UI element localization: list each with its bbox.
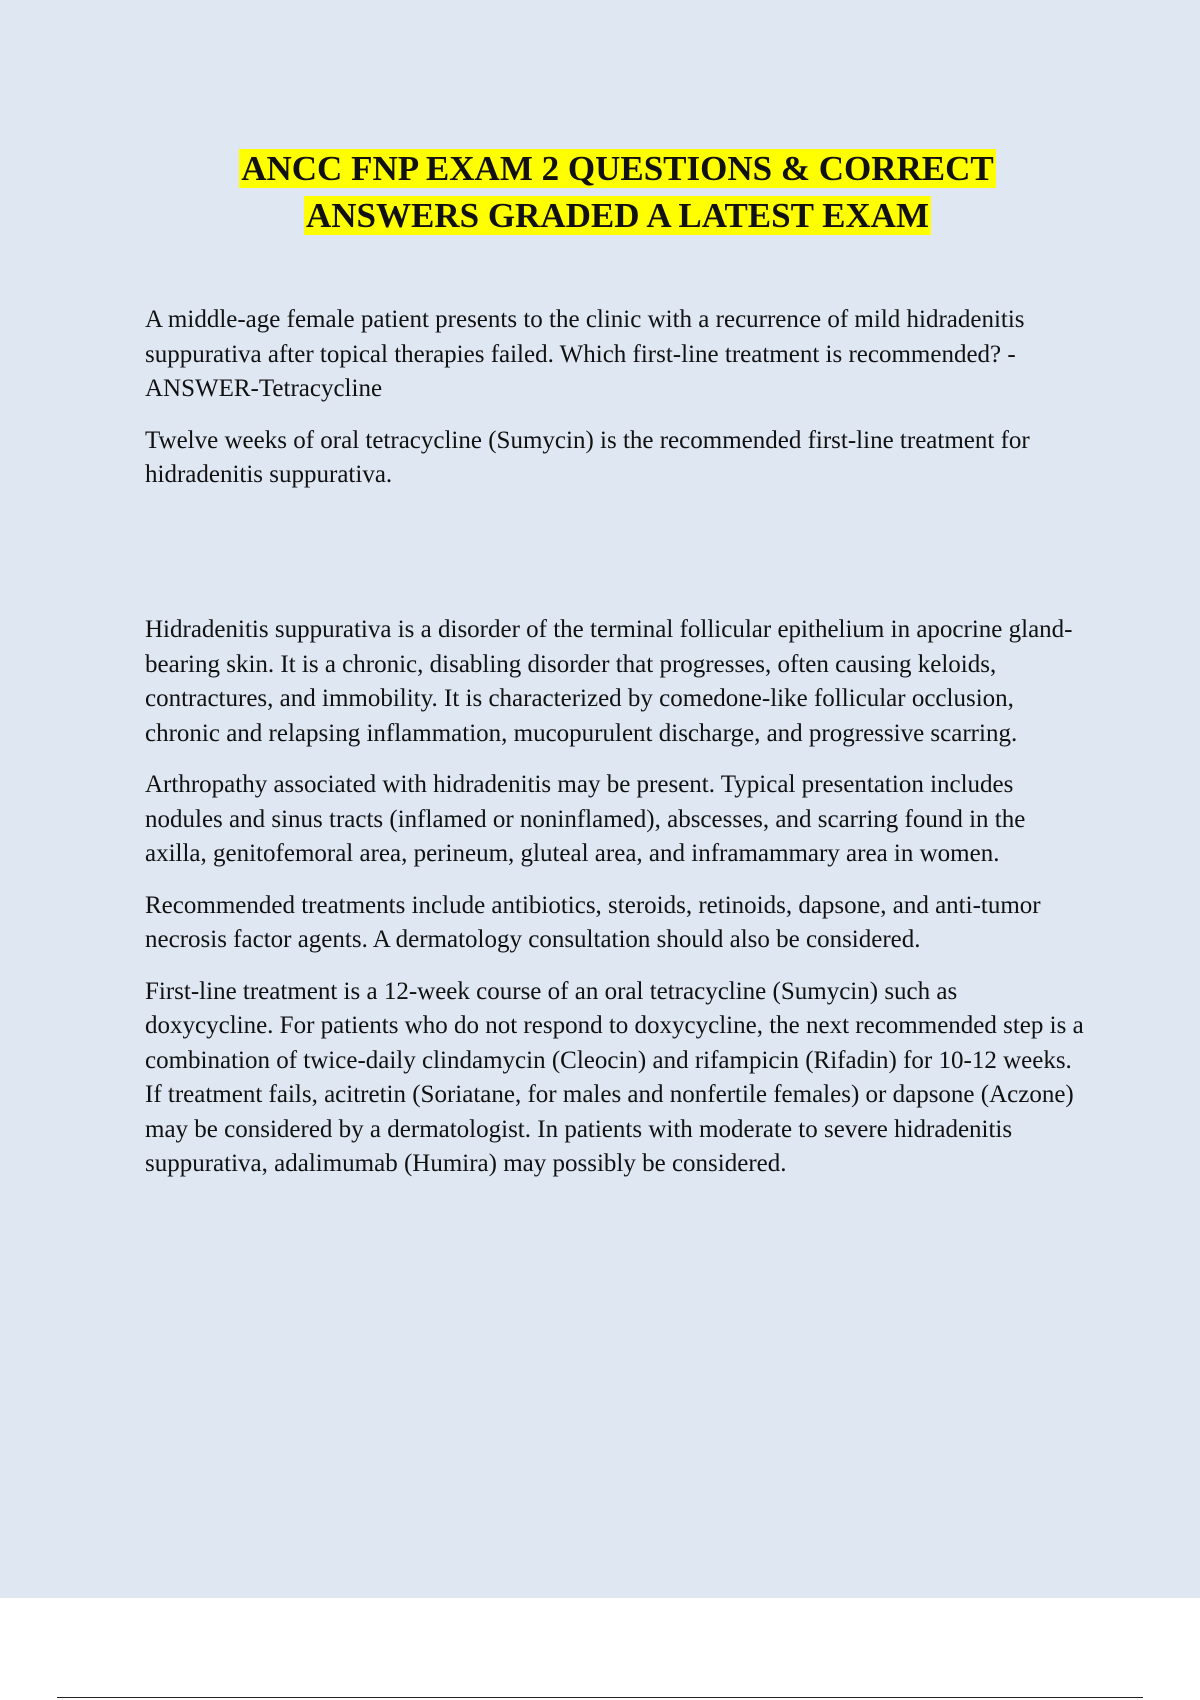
explanation-paragraph-4: First-line treatment is a 12-week course of an oral tetracycline (Sumycin) such as doxycycline. For patients who do not respond to doxycycline, the next recommended step is a combination of twice-daily clindamycin (Cleocin) and rifampicin (Rifadin) for 10-12 weeks. If treatment fails, acitretin (Soriatane, for males and nonfertile females) or dapsone (Aczone) may be considered by a dermatologist. In patients with moderate to severe hidradenitis suppurativa, adalimumab (Humira) may possibly be considered. (145, 977, 1084, 1177)
question-text: A middle-age female patient presents to the clinic with a recurrence of mild hidradenitis suppurativa after topical therapies failed. Which first-line treatment is recommended? - ANSWER-Tetracycline (145, 306, 1025, 402)
title-line-1: ANCC FNP EXAM 2 QUESTIONS & CORRECT (241, 149, 994, 188)
explanation-paragraph-1: Hidradenitis suppurativa is a disorder of the terminal follicular epithelium in apocrine gland-bearing skin. It is a chronic, disabling disorder that progresses, often causing keloids, contractures, and immobility. It is characterized by comedone-like follicular occlusion, chronic and relapsing inflammation, mucopurulent discharge, and progressive scarring. (145, 616, 1073, 747)
explanation-paragraph-3: Recommended treatments include antibiotics, steroids, retinoids, dapsone, and anti-tumor necrosis factor agents. A dermatology consultation should also be considered. (145, 891, 1041, 953)
title-line-2: ANSWERS GRADED A LATEST EXAM (305, 196, 929, 235)
question-block (145, 303, 1085, 510)
footer-divider (57, 1697, 1143, 1698)
explanation-block (145, 613, 1085, 1199)
document-title (0, 145, 1200, 239)
answer-summary: Twelve weeks of oral tetracycline (Sumycin) is the recommended first-line treatment for hidradenitis suppurativa. (145, 426, 1030, 488)
explanation-paragraph-2: Arthropathy associated with hidradenitis may be present. Typical presentation includes nodules and sinus tracts (inflamed or noninflamed), abscesses, and scarring found in the axilla, genitofemoral area, perineum, gluteal area, and inframammary area in women. (145, 771, 1026, 867)
